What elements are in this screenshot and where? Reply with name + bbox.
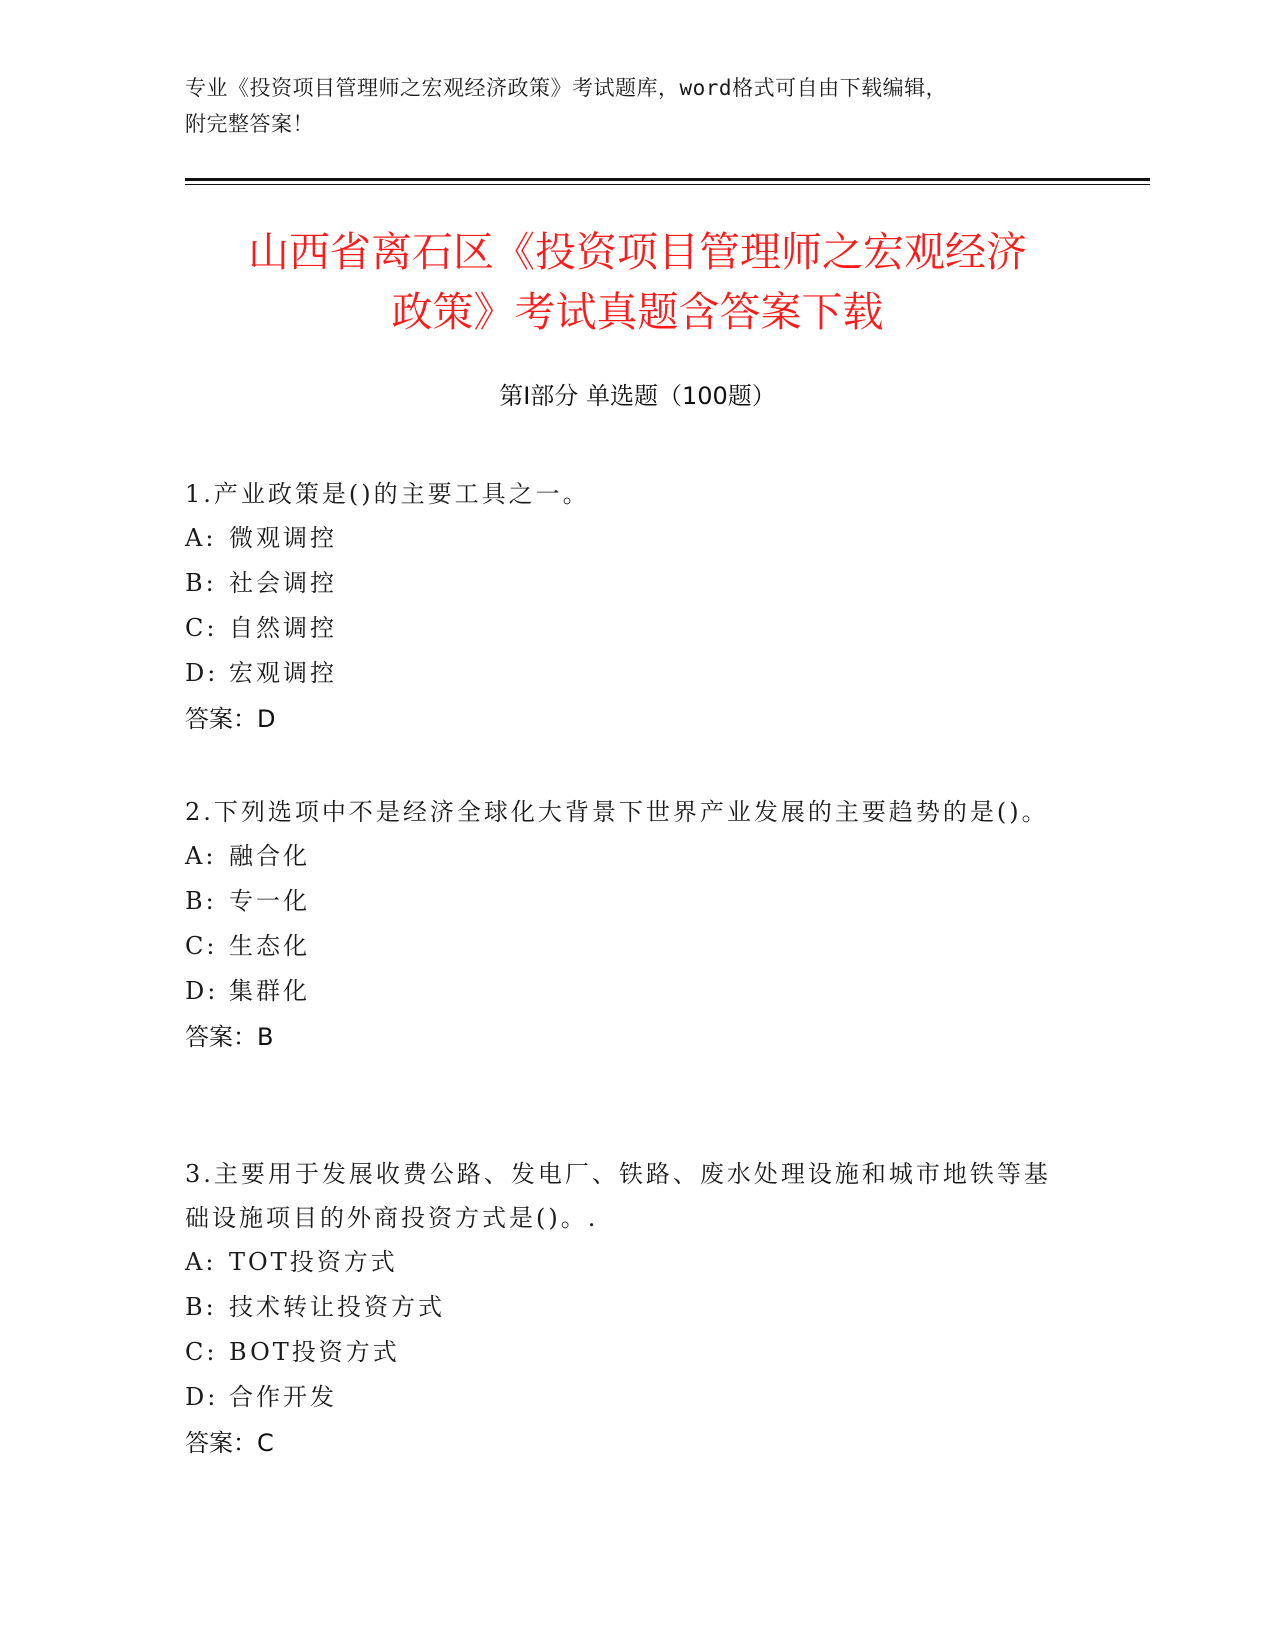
option-b bbox=[185, 561, 1065, 606]
document-title-line2: 政策》考试真题含答案下载 bbox=[391, 288, 884, 336]
option-b bbox=[185, 879, 1065, 924]
option-key: B: bbox=[185, 569, 217, 597]
option-key: C: bbox=[185, 932, 218, 960]
option-text: 生态化 bbox=[229, 932, 310, 960]
option-text: 微观调控 bbox=[229, 524, 337, 552]
header-note bbox=[185, 70, 1085, 142]
section-heading: 第Ⅰ部分 单选题（100题） bbox=[499, 382, 776, 410]
option-key: D: bbox=[185, 977, 219, 1005]
answer-line: 答案：B bbox=[185, 1023, 274, 1051]
header-note-line1: 专业《投资项目管理师之宏观经济政策》考试题库，word格式可自由下载编辑， bbox=[185, 76, 948, 100]
option-b bbox=[185, 1285, 1065, 1330]
answer-line: 答案：C bbox=[185, 1429, 274, 1457]
document-title bbox=[150, 222, 1125, 342]
header-note-line2: 附完整答案！ bbox=[185, 112, 314, 136]
option-key: A: bbox=[185, 524, 217, 552]
option-d bbox=[185, 969, 1065, 1014]
question-block bbox=[185, 472, 1065, 742]
question-block bbox=[185, 790, 1065, 1060]
option-key: A: bbox=[185, 842, 217, 870]
option-text: BOT投资方式 bbox=[229, 1338, 400, 1366]
answer-line: 答案：D bbox=[185, 705, 276, 733]
option-key: B: bbox=[185, 887, 217, 915]
option-text: 集群化 bbox=[229, 977, 310, 1005]
option-a bbox=[185, 1240, 1065, 1285]
option-text: 专一化 bbox=[229, 887, 310, 915]
option-text: 自然调控 bbox=[229, 614, 337, 642]
option-c bbox=[185, 1330, 1065, 1375]
question-text: 1.产业政策是()的主要工具之一。 bbox=[185, 480, 590, 508]
option-key: A: bbox=[185, 1248, 217, 1276]
option-key: C: bbox=[185, 614, 218, 642]
option-text: 合作开发 bbox=[229, 1383, 337, 1411]
question-text: 2.下列选项中不是经济全球化大背景下世界产业发展的主要趋势的是()。 bbox=[185, 798, 1049, 826]
header-divider-thick bbox=[185, 178, 1150, 181]
option-key: B: bbox=[185, 1293, 217, 1321]
option-c bbox=[185, 606, 1065, 651]
option-text: TOT投资方式 bbox=[229, 1248, 398, 1276]
option-text: 融合化 bbox=[229, 842, 310, 870]
option-d bbox=[185, 651, 1065, 696]
option-key: D: bbox=[185, 1383, 219, 1411]
option-d bbox=[185, 1375, 1065, 1420]
option-a bbox=[185, 516, 1065, 561]
option-key: D: bbox=[185, 659, 219, 687]
option-text: 宏观调控 bbox=[229, 659, 337, 687]
option-a bbox=[185, 834, 1065, 879]
document-title-line1: 山西省离石区《投资项目管理师之宏观经济 bbox=[248, 228, 1027, 276]
option-key: C: bbox=[185, 1338, 218, 1366]
question-text: 3.主要用于发展收费公路、发电厂、铁路、废水处理设施和城市地铁等基础设施项目的外商投资方式是()。. bbox=[185, 1160, 1051, 1232]
option-c bbox=[185, 924, 1065, 969]
question-block bbox=[185, 1152, 1065, 1466]
option-text: 社会调控 bbox=[229, 569, 337, 597]
header-divider-thin bbox=[185, 184, 1150, 185]
option-text: 技术转让投资方式 bbox=[229, 1293, 445, 1321]
